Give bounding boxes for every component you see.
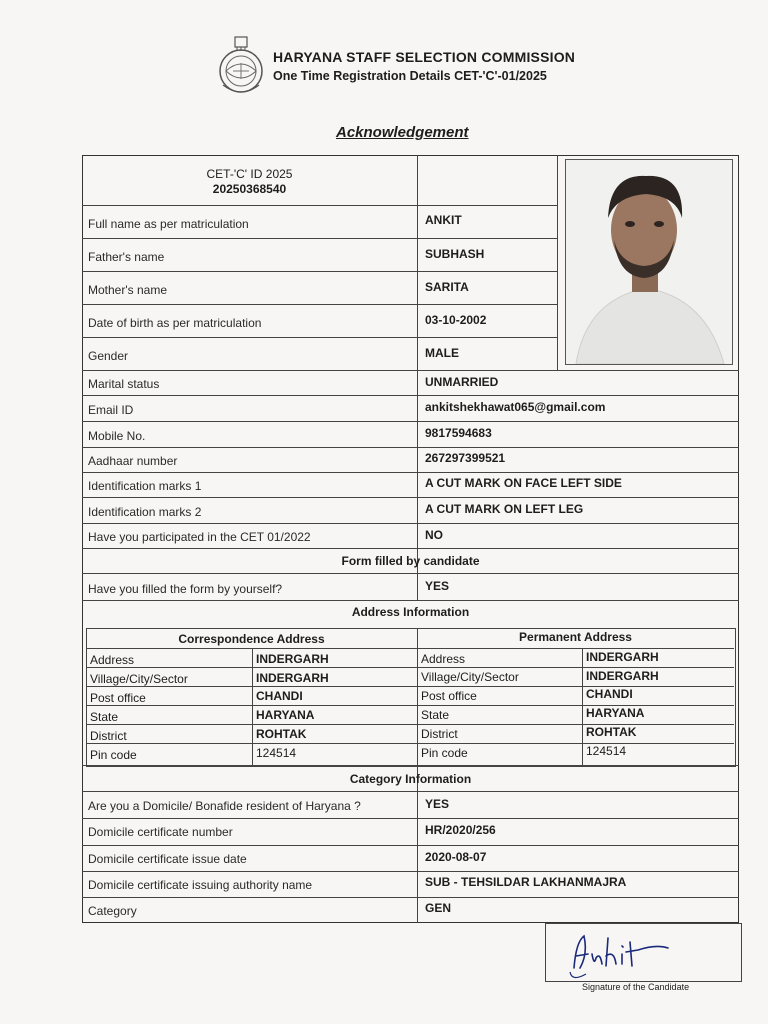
address-row-line bbox=[86, 686, 734, 687]
row-line bbox=[82, 548, 739, 549]
gender-value: MALE bbox=[425, 346, 459, 360]
perm-post-office-value: CHANDI bbox=[586, 687, 633, 701]
row-line bbox=[82, 523, 739, 524]
marital-status-value: UNMARRIED bbox=[425, 375, 499, 389]
dob-value: 03-10-2002 bbox=[425, 313, 487, 327]
row-line bbox=[82, 871, 739, 872]
cet-id-cell bbox=[82, 167, 417, 197]
photo-divider bbox=[557, 155, 558, 370]
identification-mark-1-label: Identification marks 1 bbox=[88, 479, 202, 493]
organization-name: HARYANA STAFF SELECTION COMMISSION bbox=[273, 49, 576, 65]
father-name-value: SUBHASH bbox=[425, 247, 485, 261]
row-line bbox=[82, 304, 557, 305]
identification-mark-2-label: Identification marks 2 bbox=[88, 505, 202, 519]
mobile-label: Mobile No. bbox=[88, 429, 146, 443]
cet-participation-value: NO bbox=[425, 528, 443, 542]
permanent-divider bbox=[582, 648, 583, 765]
category-value: GEN bbox=[425, 901, 452, 915]
signature-icon bbox=[546, 924, 741, 981]
perm-state-value: HARYANA bbox=[586, 706, 645, 720]
corr-pin-value: 124514 bbox=[256, 746, 297, 760]
full-name-label: Full name as per matriculation bbox=[88, 217, 249, 231]
registration-subtitle: One Time Registration Details CET-'C'-01/2025 bbox=[273, 69, 547, 83]
full-name-value: ANKIT bbox=[425, 213, 462, 227]
corr-post-office-label: Post office bbox=[90, 691, 146, 705]
perm-district-label: District bbox=[421, 727, 458, 741]
row-line bbox=[82, 791, 739, 792]
gender-label: Gender bbox=[88, 349, 129, 363]
perm-district-value: ROHTAK bbox=[586, 725, 637, 739]
row-line bbox=[82, 337, 557, 338]
address-row-line bbox=[86, 743, 734, 744]
signature-caption: Signature of the Candidate bbox=[582, 982, 690, 992]
domicile-issue-date-label: Domicile certificate issue date bbox=[88, 852, 247, 866]
row-line bbox=[82, 370, 739, 371]
category-heading: Category Information bbox=[349, 772, 472, 786]
perm-village-label: Village/City/Sector bbox=[421, 670, 519, 684]
row-line bbox=[82, 818, 739, 819]
row-line bbox=[82, 573, 739, 574]
form-filled-heading: Form filled by candidate bbox=[341, 554, 480, 568]
address-heading: Address Information bbox=[351, 605, 470, 619]
candidate-photo bbox=[565, 159, 733, 365]
column-divider-category bbox=[417, 765, 418, 923]
corr-state-value: HARYANA bbox=[256, 708, 315, 722]
perm-state-label: State bbox=[421, 708, 450, 722]
corr-state-label: State bbox=[90, 710, 119, 724]
address-row-line bbox=[86, 648, 734, 649]
filled-by-self-label: Have you filled the form by yourself? bbox=[88, 582, 283, 596]
permanent-heading: Permanent Address bbox=[519, 630, 632, 644]
address-row-line bbox=[86, 667, 734, 668]
row-line bbox=[82, 395, 739, 396]
cet-id-value: 20250368540 bbox=[212, 182, 287, 196]
perm-village-value: INDERGARH bbox=[586, 669, 659, 683]
corr-address-value: INDERGARH bbox=[256, 652, 329, 666]
row-line bbox=[82, 447, 739, 448]
corr-village-label: Village/City/Sector bbox=[90, 672, 188, 686]
correspondence-divider bbox=[252, 648, 253, 765]
correspondence-heading: Correspondence Address bbox=[178, 632, 325, 646]
row-line bbox=[82, 238, 557, 239]
row-line bbox=[82, 845, 739, 846]
filled-by-self-value: YES bbox=[425, 579, 450, 593]
mother-name-label: Mother's name bbox=[88, 283, 167, 297]
row-line bbox=[82, 497, 739, 498]
domicile-cert-number-label: Domicile certificate number bbox=[88, 825, 233, 839]
domicile-cert-number-value: HR/2020/256 bbox=[425, 823, 496, 837]
perm-address-label: Address bbox=[421, 652, 466, 666]
aadhaar-value: 267297399521 bbox=[425, 451, 506, 465]
domicile-authority-value: SUB - TEHSILDAR LAKHANMAJRA bbox=[425, 875, 627, 889]
corr-post-office-value: CHANDI bbox=[256, 689, 303, 703]
row-line bbox=[82, 600, 739, 601]
signature-box bbox=[545, 923, 742, 982]
identification-mark-1-value: A CUT MARK ON FACE LEFT SIDE bbox=[425, 476, 622, 490]
mother-name-value: SARITA bbox=[425, 280, 469, 294]
corr-district-label: District bbox=[90, 729, 127, 743]
column-divider bbox=[417, 155, 418, 600]
identification-mark-2-value: A CUT MARK ON LEFT LEG bbox=[425, 502, 584, 516]
aadhaar-label: Aadhaar number bbox=[88, 454, 178, 468]
corr-village-value: INDERGARH bbox=[256, 671, 329, 685]
domicile-issue-date-value: 2020-08-07 bbox=[425, 850, 487, 864]
document-header bbox=[215, 35, 635, 99]
domicile-resident-value: YES bbox=[425, 797, 450, 811]
email-value: ankitshekhawat065@gmail.com bbox=[425, 400, 606, 414]
row-line bbox=[82, 897, 739, 898]
perm-pin-value: 124514 bbox=[586, 744, 627, 758]
page-title: Acknowledgement bbox=[336, 124, 469, 141]
marital-status-label: Marital status bbox=[88, 377, 160, 391]
corr-address-label: Address bbox=[90, 653, 135, 667]
row-line bbox=[82, 205, 557, 206]
domicile-resident-label: Are you a Domicile/ Bonafide resident of Haryana ? bbox=[88, 799, 361, 813]
perm-post-office-label: Post office bbox=[421, 689, 477, 703]
haryana-emblem-icon bbox=[215, 35, 267, 97]
corr-pin-label: Pin code bbox=[90, 748, 137, 762]
dob-label: Date of birth as per matriculation bbox=[88, 316, 262, 330]
cet-participation-label: Have you participated in the CET 01/2022 bbox=[88, 530, 311, 544]
address-row-line bbox=[86, 724, 734, 725]
domicile-authority-label: Domicile certificate issuing authority name bbox=[88, 878, 313, 892]
email-label: Email ID bbox=[88, 403, 134, 417]
row-line bbox=[82, 472, 739, 473]
perm-pin-label: Pin code bbox=[421, 746, 468, 760]
father-name-label: Father's name bbox=[88, 250, 165, 264]
perm-address-value: INDERGARH bbox=[586, 650, 659, 664]
candidate-portrait-icon bbox=[566, 160, 732, 364]
row-line bbox=[82, 271, 557, 272]
category-label: Category bbox=[88, 904, 137, 918]
mobile-value: 9817594683 bbox=[425, 426, 492, 440]
corr-district-value: ROHTAK bbox=[256, 727, 307, 741]
row-line bbox=[82, 421, 739, 422]
cet-id-label: CET-'C' ID 2025 bbox=[206, 167, 293, 181]
